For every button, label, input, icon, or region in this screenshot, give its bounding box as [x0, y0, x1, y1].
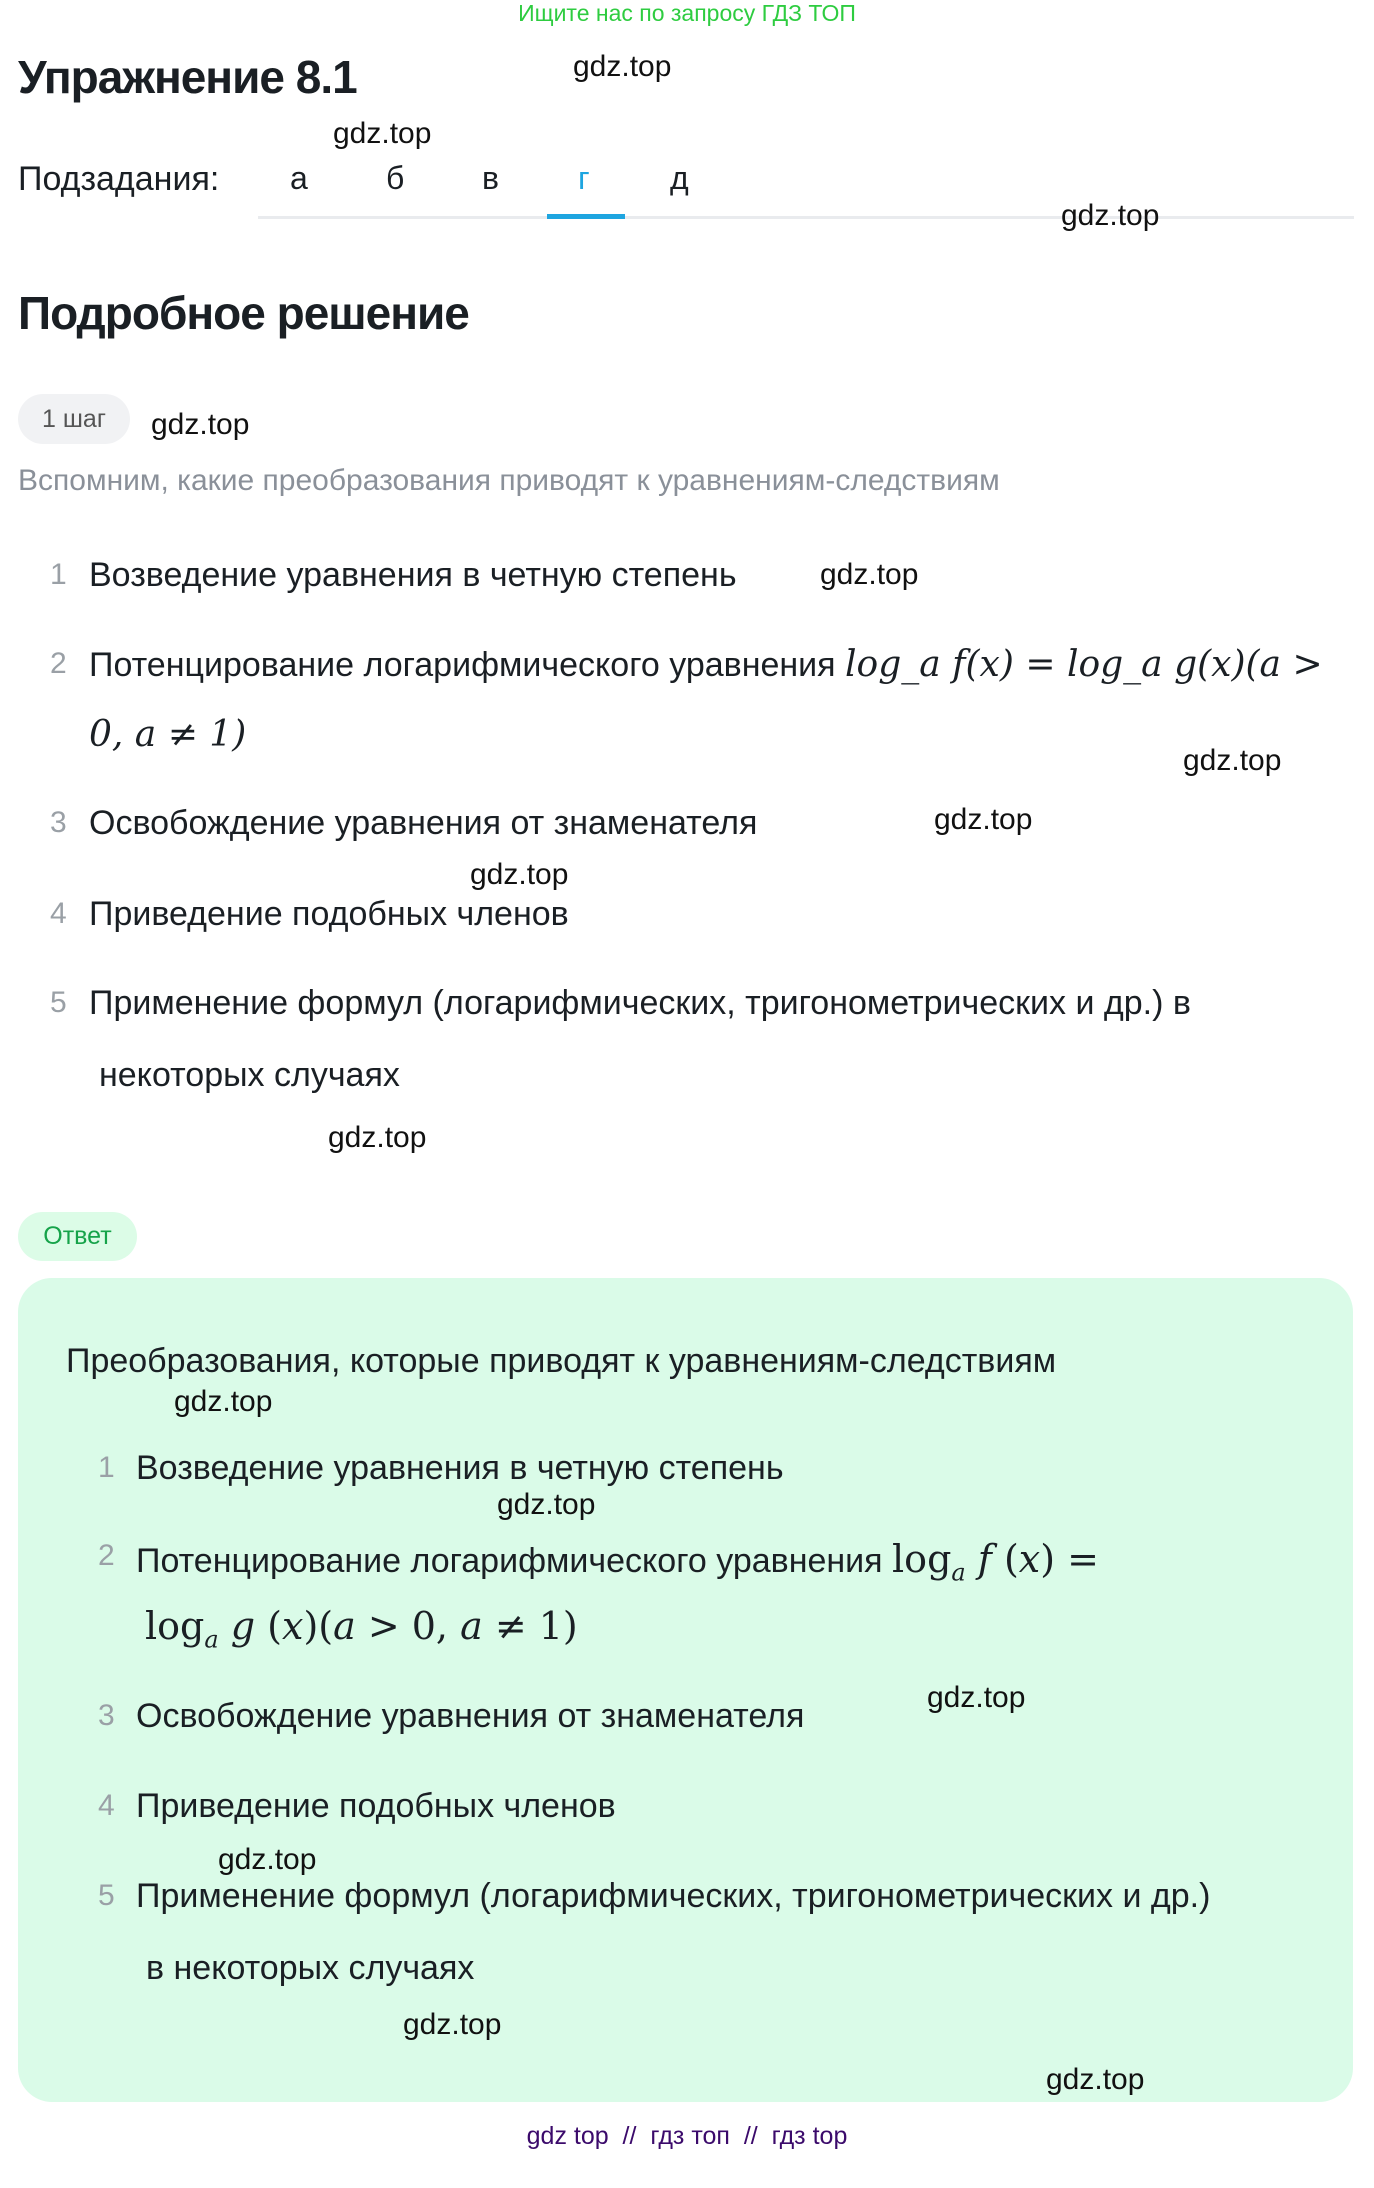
watermark: gdz.top	[470, 858, 569, 891]
list-number: 1	[98, 1451, 115, 1484]
formula: log_a f(x) = log_a g(x)(a > 0, a ≠ 1)	[89, 644, 1323, 755]
tab-b[interactable]: б	[386, 160, 405, 196]
tabs-divider	[258, 216, 1354, 219]
tab-g[interactable]: г	[578, 160, 590, 196]
watermark: gdz.top	[820, 558, 919, 591]
watermark: gdz.top	[573, 50, 672, 83]
list-item: Освобождение уравнения от знаменателя	[89, 804, 758, 842]
list-item-text: Потенцирование логарифмического уравнения	[136, 1542, 883, 1580]
watermark: gdz.top	[328, 1121, 427, 1154]
section-title: Подробное решение	[18, 287, 469, 339]
watermark: gdz.top	[218, 1843, 317, 1876]
list-number: 4	[98, 1789, 115, 1822]
formula-continued: $\log_a g$ (x)(a > 0, a ≠ 1)	[145, 1604, 578, 1654]
watermark: gdz.top	[1061, 199, 1160, 232]
list-item-continued: в некоторых случаях	[146, 1949, 475, 1987]
list-number: 5	[98, 1879, 115, 1912]
answer-heading: Преобразования, которые приводят к уравнениям-следствиям	[66, 1342, 1057, 1380]
list-item: Применение формул (логарифмических, тригонометрических и др.) в	[89, 984, 1191, 1022]
search-banner: Ищите нас по запросу ГДЗ ТОП	[518, 0, 856, 26]
watermark: gdz.top	[934, 803, 1033, 836]
list-item	[89, 630, 1339, 770]
list-item: Приведение подобных членов	[136, 1787, 616, 1825]
formula: $\log_a f$ (x) =	[892, 1537, 1099, 1587]
tab-v[interactable]: в	[482, 160, 499, 196]
tab-a[interactable]: а	[290, 160, 308, 196]
watermark: gdz.top	[1046, 2063, 1145, 2096]
answer-badge: Ответ	[18, 1212, 137, 1261]
watermark: gdz.top	[497, 1488, 596, 1521]
watermark: gdz.top	[927, 1681, 1026, 1714]
list-number: 5	[50, 986, 67, 1019]
list-item: Приведение подобных членов	[89, 895, 569, 933]
watermark: gdz.top	[174, 1385, 273, 1418]
list-number: 3	[98, 1699, 115, 1732]
list-number: 2	[98, 1539, 115, 1572]
footer-links: gdz top // гдз топ // гдз top	[526, 2122, 848, 2150]
tab-d[interactable]: д	[670, 160, 689, 196]
list-number: 3	[50, 806, 67, 839]
step-hint: Вспомним, какие преобразования приводят к уравнениям-следствиям	[18, 464, 1000, 497]
subtasks-label: Подзадания:	[18, 160, 220, 198]
active-tab-indicator	[547, 214, 625, 219]
list-item: Возведение уравнения в четную степень	[136, 1449, 784, 1487]
list-number: 1	[50, 558, 67, 591]
watermark: gdz.top	[333, 117, 432, 150]
list-item-continued: некоторых случаях	[99, 1056, 400, 1094]
list-item	[136, 1537, 1099, 1587]
watermark: gdz.top	[403, 2008, 502, 2041]
step-badge: 1 шаг	[18, 394, 130, 444]
list-item: Возведение уравнения в четную степень	[89, 556, 737, 594]
list-number: 4	[50, 897, 67, 930]
watermark: gdz.top	[1183, 744, 1282, 777]
watermark: gdz.top	[151, 408, 250, 441]
page-title: Упражнение 8.1	[18, 51, 357, 103]
list-item: Применение формул (логарифмических, тригонометрических и др.)	[136, 1877, 1211, 1915]
list-number: 2	[50, 647, 67, 680]
list-item: Освобождение уравнения от знаменателя	[136, 1697, 805, 1735]
list-item-text: Потенцирование логарифмического уравнения	[89, 646, 836, 684]
